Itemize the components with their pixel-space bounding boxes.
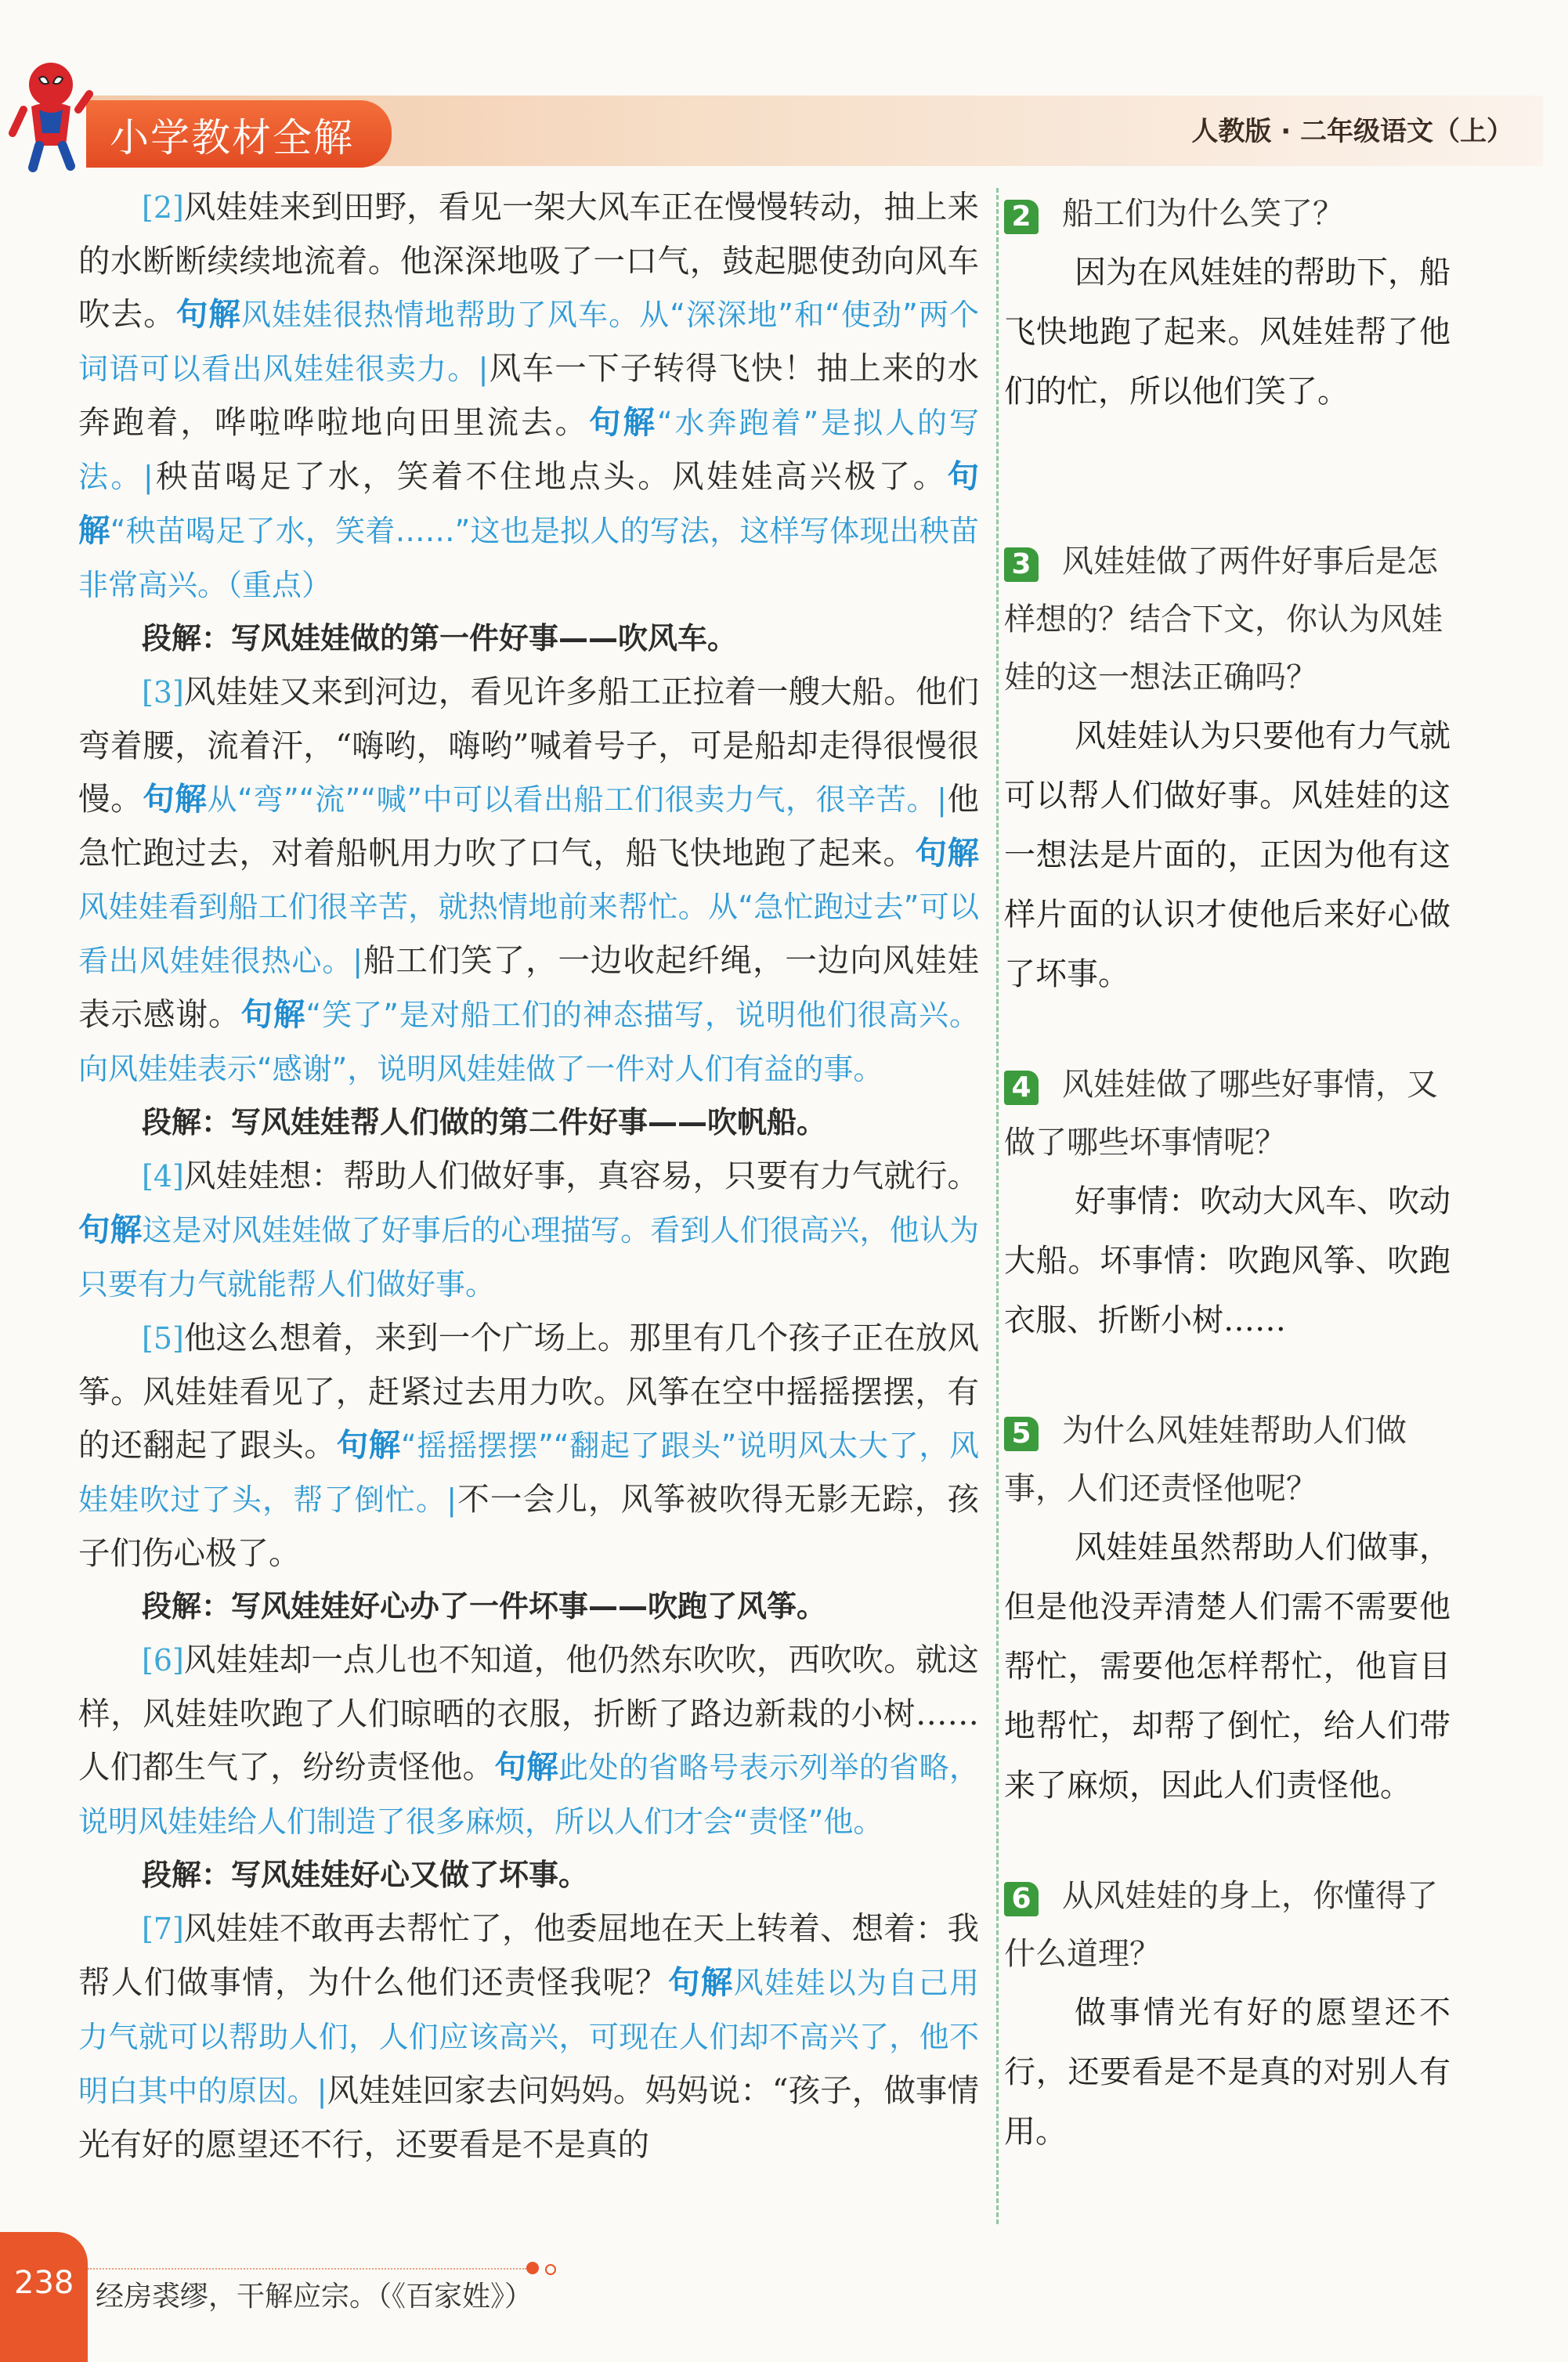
- paragraph-summary-1: 段解：写风娃娃做的第一件好事——吹风车。: [142, 621, 738, 656]
- paragraph-number: [3]: [142, 675, 184, 710]
- question-number-badge: 4: [1004, 1071, 1039, 1105]
- sentence-analysis-note: “秧苗喝足了水，笑着……”这也是拟人的写法，这样写体现出秧苗非常高兴。（重点）: [78, 514, 979, 602]
- question-number-badge: 2: [1004, 200, 1039, 234]
- sentence-analysis-label: 句解: [589, 403, 657, 441]
- sentence-analysis-note: 风娃娃看到船工们很辛苦，就热情地前来帮忙。从“急忙跑过去”可以看出风娃娃很热心。|: [78, 890, 979, 978]
- text: 风娃娃又来到河边，看见许多船工正拉着一艘大船。他们弯着腰，流着汗，“嗨哟，嗨哟”喊着号子，可是船却走得很慢很慢。: [78, 673, 979, 818]
- question-text: [1004, 1867, 1451, 1983]
- question-label: 船工们为什么笑了？: [1062, 196, 1344, 232]
- paragraph-number: [5]: [142, 1321, 184, 1356]
- paragraph-summary-3: 段解：写风娃娃好心办了一件坏事——吹跑了风筝。: [142, 1589, 827, 1623]
- sentence-analysis-label: 句解: [668, 1963, 734, 2001]
- sentence-analysis-note: 这是对风娃娃做了好事后的心理描写。看到人们很高兴，他认为只要有力气就能帮人们做好事。: [78, 1213, 979, 1302]
- question-label: 风娃娃做了哪些好事情，又做了哪些坏事情呢？: [1004, 1067, 1438, 1161]
- question-3: [1004, 533, 1451, 1004]
- question-2: [1004, 185, 1451, 421]
- sentence-analysis-note: 风娃娃以为自己用力气就可以帮助人们，人们应该高兴，可现在人们却不高兴了，他不明白其中的原因。|: [78, 1966, 980, 2108]
- paragraph-6: [78, 1633, 979, 1848]
- paragraph-number: [6]: [142, 1643, 184, 1678]
- page-number: 238: [14, 2265, 74, 2301]
- sentence-analysis-label: 句解: [78, 1211, 143, 1248]
- sentence-analysis-label: 句解: [78, 457, 979, 549]
- paragraph-3: [78, 665, 979, 1096]
- footer-dotted-line: [88, 2268, 526, 2270]
- question-label: 从风娃娃的身上，你懂得了什么道理？: [1004, 1878, 1438, 1972]
- column-divider: [996, 188, 999, 2224]
- text: 不一会儿，风筝被吹得无影无踪，孩子们伤心极了。: [78, 1480, 979, 1572]
- answer-text: 做事情光有好的愿望还不行，还要看是不是真的对别人有用。: [1004, 1995, 1451, 2150]
- paragraph-4: [78, 1149, 979, 1311]
- answer-text: 风娃娃虽然帮助人们做事，但是他没弄清楚人们需不需要他帮忙，需要他怎样帮忙，他盲目地帮忙，却帮了倒忙，给人们带来了麻烦，因此人们责怪他。: [1004, 1530, 1451, 1804]
- text: 风娃娃回家去问妈妈。妈妈说：“孩子，做事情光有好的愿望还不行，还要看是不是真的: [78, 2071, 979, 2163]
- question-text: [1004, 533, 1451, 706]
- question-4: [1004, 1056, 1451, 1350]
- text: 船工们笑了，一边收起纤绳，一边向风娃娃表示感谢。: [78, 941, 979, 1033]
- footer-quote: 经房裘缪，干解应宗。（《百家姓》）: [96, 2281, 533, 2313]
- footer-ring-icon: [545, 2264, 556, 2275]
- question-text: [1004, 185, 1451, 243]
- question-6: [1004, 1867, 1451, 2162]
- sentence-analysis-note: 从“弯”“流”“喊”中可以看出船工们很卖力气，很辛苦。|: [207, 782, 947, 817]
- edition-label: 人教版 · 二年级语文（上）: [1191, 116, 1513, 147]
- paragraph-summary-4: 段解：写风娃娃好心又做了坏事。: [142, 1858, 589, 1892]
- text: 风娃娃来到田野，看见一架大风车正在慢慢转动，抽上来的水断断续续地流着。他深深地吸了一口气，鼓起腮使劲向风车吹去。: [78, 188, 979, 333]
- question-number-badge: 3: [1004, 547, 1039, 582]
- text: 风娃娃不敢再去帮忙了，他委屈地在天上转着、想着：我帮人们做事情，为什么他们还责怪我呢？: [78, 1909, 979, 2001]
- sentence-analysis-label: 句解: [915, 834, 979, 872]
- text: 他这么想着，来到一个广场上。那里有几个孩子正在放风筝。风娃娃看见了，赶紧过去用力吹。风筝在空中摇摇摆摆，有的还翻起了跟头。: [78, 1319, 979, 1464]
- paragraph-2: [78, 180, 979, 612]
- spiderman-mascot-icon: [8, 55, 94, 172]
- text: 风娃娃想：帮助人们做好事，真容易，只要有力气就行。: [183, 1157, 979, 1194]
- question-text: [1004, 1056, 1451, 1172]
- question-number-badge: 5: [1004, 1417, 1039, 1451]
- paragraph-7: [78, 1902, 979, 2171]
- paragraph-number: [4]: [142, 1159, 184, 1194]
- page-header: [0, 0, 1568, 168]
- sentence-analysis-label: 句解: [240, 995, 306, 1033]
- sentence-analysis-label: 句解: [336, 1426, 401, 1464]
- paragraph-5: [78, 1311, 979, 1580]
- answer-text: 风娃娃认为只要他有力气就可以帮人们做好事。风娃娃的这一想法是片面的，正因为他有这样片面的认识才使他后来好心做了坏事。: [1004, 718, 1451, 992]
- sentence-analysis-label: 句解: [175, 295, 241, 333]
- paragraph-number: [2]: [142, 190, 184, 225]
- question-label: 为什么风娃娃帮助人们做事，人们还责怪他呢？: [1004, 1413, 1407, 1507]
- question-number-badge: 6: [1004, 1882, 1039, 1916]
- paragraph-number: [7]: [142, 1912, 184, 1946]
- sentence-analysis-label: 句解: [143, 780, 208, 818]
- question-text: [1004, 1402, 1451, 1518]
- main-text-column: [78, 180, 979, 2171]
- answer-text: 好事情：吹动大风车、吹动大船。坏事情：吹跑风筝、吹跑衣服、折断小树……: [1004, 1183, 1451, 1338]
- book-title: 小学教材全解: [110, 115, 354, 161]
- text: 他急忙跑过去，对着船帆用力吹了口气，船飞快地跑了起来。: [78, 780, 980, 872]
- sentence-analysis-note: “水奔跑着”是拟人的写法。|: [78, 406, 980, 494]
- sentence-analysis-label: 句解: [494, 1748, 559, 1786]
- question-label: 风娃娃做了两件好事后是怎样想的？结合下文，你认为风娃娃的这一想法正确吗？: [1004, 544, 1443, 695]
- footer-dot-icon: [526, 2262, 539, 2274]
- text: 风娃娃却一点儿也不知道，他仍然东吹吹，西吹吹。就这样，风娃娃吹跑了人们晾晒的衣服，折断了路边新栽的小树……人们都生气了，纷纷责怪他。: [78, 1641, 979, 1786]
- question-5: [1004, 1402, 1451, 1815]
- sentence-analysis-note: “笑了”是对船工们的神态描写，说明他们很高兴。向风娃娃表示“感谢”，说明风娃娃做了一件对人们有益的事。: [78, 998, 980, 1086]
- answer-text: 因为在风娃娃的帮助下，船飞快地跑了起来。风娃娃帮了他们的忙，所以他们笑了。: [1004, 255, 1451, 410]
- text: 秧苗喝足了水，笑着不住地点头。风娃娃高兴极了。: [153, 457, 948, 495]
- paragraph-summary-2: 段解：写风娃娃帮人们做的第二件好事——吹帆船。: [142, 1105, 827, 1139]
- sentence-analysis-note: 此处的省略号表示列举的省略，说明风娃娃给人们制造了很多麻烦，所以人们才会“责怪”他。: [78, 1750, 979, 1839]
- sentence-analysis-note: 风娃娃很热情地帮助了风车。从“深深地”和“使劲”两个词语可以看出风娃娃很卖力。|: [78, 298, 980, 386]
- text: 风车一下子转得飞快！抽上来的水奔跑着，哗啦哗啦地向田里流去。: [78, 349, 979, 441]
- sentence-analysis-note: “摇摇摆摆”“翻起了跟头”说明风太大了，风娃娃吹过了头，帮了倒忙。|: [78, 1428, 980, 1517]
